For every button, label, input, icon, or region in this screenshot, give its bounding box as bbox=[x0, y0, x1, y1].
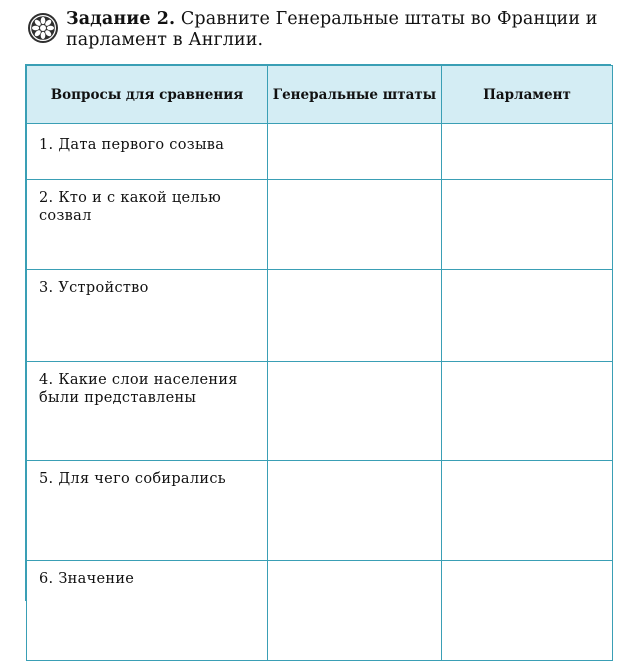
table-row bbox=[27, 180, 613, 270]
comparison-table bbox=[26, 65, 613, 661]
table-row bbox=[27, 124, 613, 180]
estates-general-answer-cell[interactable] bbox=[268, 362, 442, 461]
table-row bbox=[27, 362, 613, 461]
table-row bbox=[27, 270, 613, 362]
question-cell: 2. Кто и с какой целью созвал bbox=[27, 180, 268, 270]
estates-general-answer-cell[interactable] bbox=[268, 124, 442, 180]
estates-general-answer-cell[interactable] bbox=[268, 180, 442, 270]
question-cell: 5. Для чего собирались bbox=[27, 461, 268, 561]
task-text: Сравните Генеральные штаты во Франции и парламент в Англии. bbox=[66, 9, 598, 50]
comparison-table-frame bbox=[25, 64, 611, 601]
question-cell: 1. Дата первого созыва bbox=[27, 124, 268, 180]
parliament-answer-cell[interactable] bbox=[442, 362, 613, 461]
header-parliament: Парламент bbox=[442, 66, 613, 124]
question-cell: 6. Значение bbox=[27, 561, 268, 661]
parliament-answer-cell[interactable] bbox=[442, 561, 613, 661]
parliament-answer-cell[interactable] bbox=[442, 270, 613, 362]
task-rosette-icon bbox=[27, 12, 59, 44]
estates-general-answer-cell[interactable] bbox=[268, 270, 442, 362]
task-heading bbox=[66, 9, 626, 51]
estates-general-answer-cell[interactable] bbox=[268, 461, 442, 561]
header-questions: Вопросы для сравнения bbox=[27, 66, 268, 124]
table-row bbox=[27, 561, 613, 661]
table-row bbox=[27, 461, 613, 561]
header-estates-general: Генеральные штаты bbox=[268, 66, 442, 124]
question-cell: 3. Устройство bbox=[27, 270, 268, 362]
parliament-answer-cell[interactable] bbox=[442, 461, 613, 561]
task-label: Задание 2. bbox=[66, 9, 176, 29]
parliament-answer-cell[interactable] bbox=[442, 180, 613, 270]
question-cell: 4. Какие слои населения были представлены bbox=[27, 362, 268, 461]
parliament-answer-cell[interactable] bbox=[442, 124, 613, 180]
table-header-row bbox=[27, 66, 613, 124]
estates-general-answer-cell[interactable] bbox=[268, 561, 442, 661]
